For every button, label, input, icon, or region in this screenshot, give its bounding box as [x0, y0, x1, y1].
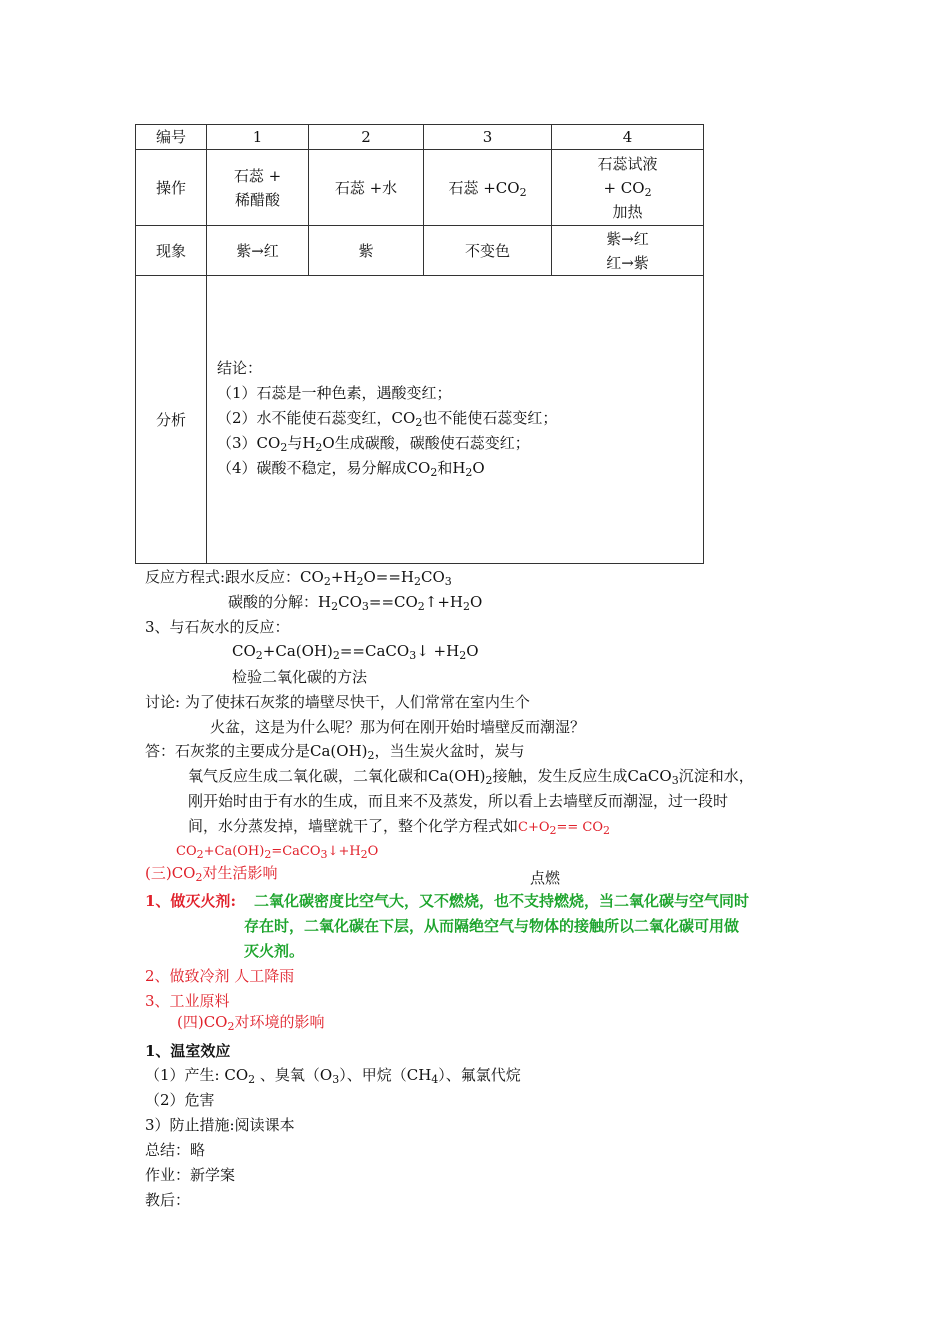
- conclusion-line: （1）石蕊是一种色素，遇酸变红；: [217, 384, 452, 402]
- header-cell: 编号: [136, 125, 207, 150]
- phenomenon-cell-4: 紫→红 红→紫: [552, 226, 704, 276]
- prevention-item: 3）防止措施:阅读课本: [145, 1116, 295, 1134]
- answer-line: 刚开始时由于有水的生成，而且来不及蒸发，所以看上去墙壁反而潮湿，过一段时: [188, 792, 729, 810]
- operation-cell-1: 石蕊 + 稀醋酸: [207, 150, 309, 226]
- conclusion-line: $(3)CO_2$与$H_2O$生成碳酸，碳酸使石蕊变红；: [217, 434, 530, 454]
- greenhouse-causes: （1）产生: $CO_2$ 、臭氧$(O_3)$、甲烷$(CH_4)$、氟氯代烷: [145, 1066, 521, 1086]
- operation-cell-3: 石蕊 $+CO_2$: [424, 150, 552, 226]
- homework-line: 作业：新学案: [145, 1166, 236, 1184]
- operation-cell-4: 石蕊试液 + $CO_2$ 加热: [552, 150, 704, 226]
- fire-extinguisher-label: 1、做灭火剂:: [145, 892, 236, 910]
- co2-test-method: 检验二氧化碳的方法: [232, 668, 368, 686]
- experiment-table: [135, 124, 704, 564]
- answer-line: 间，水分蒸发掉，墙壁就干了，整个化学方程式如$C+O_2== CO_2$: [188, 817, 611, 837]
- industrial-item: 3、工业原料: [145, 992, 230, 1010]
- phenomenon-row: [136, 226, 704, 276]
- refrigerant-item: 2、做致冷剂 人工降雨: [145, 967, 295, 985]
- header-cell: 2: [309, 125, 424, 150]
- row-label: 操作: [136, 150, 207, 226]
- greenhouse-title: 1、温室效应: [145, 1042, 231, 1060]
- limewater-equation: $CO_2+Ca(OH)_2==CaCO_3↓ +H_2O$: [232, 642, 479, 662]
- carbonic-acid-decomposition: 碳酸的分解：$H_2CO_3==CO_2↑+H_2O$: [228, 593, 483, 613]
- operation-row: [136, 150, 704, 226]
- summary-line: 总结：略: [145, 1141, 206, 1159]
- fire-extinguisher-text: 灭火剂。: [244, 942, 305, 960]
- fire-extinguisher-text: 二氧化碳密度比空气大，又不燃烧，也不支持燃烧，当二氧化碳与空气同时: [254, 892, 750, 910]
- row-label: 分析: [136, 276, 207, 564]
- phenomenon-cell-3: 不变色: [424, 226, 552, 276]
- header-cell: 4: [552, 125, 704, 150]
- combustion-equation: $CO_2+Ca(OH)_2=CaCO_3↓+H_2O$: [176, 844, 379, 861]
- water-reaction-equation: 反应方程式:跟水反应：$CO_2+H_2O==H_2CO_3$: [145, 568, 452, 588]
- answer-line: 答：石灰浆的主要成分是$Ca(OH)_2$，当生炭火盆时，炭与: [145, 742, 525, 762]
- header-cell: 1: [207, 125, 309, 150]
- after-class-line: 教后：: [145, 1191, 191, 1209]
- discussion-line: 讨论: 为了使抹石灰浆的墙壁尽快干，人们常常在室内生个: [145, 693, 530, 711]
- ignite-label: 点燃: [530, 869, 561, 887]
- row-label: 现象: [136, 226, 207, 276]
- table-header-row: [136, 125, 704, 150]
- analysis-row: [136, 276, 704, 564]
- life-impact-title: (三)$CO_2$对生活影响: [145, 864, 278, 884]
- env-impact-title: (四)$CO_2$对环境的影响: [177, 1013, 325, 1033]
- header-cell: 3: [424, 125, 552, 150]
- conclusion-line: （2）水不能使石蕊变红，$CO_2$也不能使石蕊变红；: [217, 409, 558, 429]
- analysis-cell: [207, 276, 704, 564]
- phenomenon-cell-2: 紫: [309, 226, 424, 276]
- conclusion-line: （4）碳酸不稳定，易分解成$CO_2$和$H_2O$: [217, 459, 485, 479]
- harm-item: （2）危害: [145, 1091, 215, 1109]
- limewater-title: 3、与石灰水的反应：: [145, 618, 290, 636]
- operation-cell-2: 石蕊 +水: [309, 150, 424, 226]
- answer-line: 氧气反应生成二氧化碳，二氧化碳和$Ca(OH)_2$接触，发生反应生成CaCO$_3$沉淀和水，: [188, 767, 754, 787]
- discussion-line: 火盆，这是为什么呢？那为何在刚开始时墙壁反而潮湿？: [210, 718, 586, 736]
- phenomenon-cell-1: 紫→红: [207, 226, 309, 276]
- conclusion-title: 结论：: [217, 359, 263, 377]
- fire-extinguisher-text: 存在时，二氧化碳在下层，从而隔绝空气与物体的接触所以二氧化碳可用做: [244, 917, 740, 935]
